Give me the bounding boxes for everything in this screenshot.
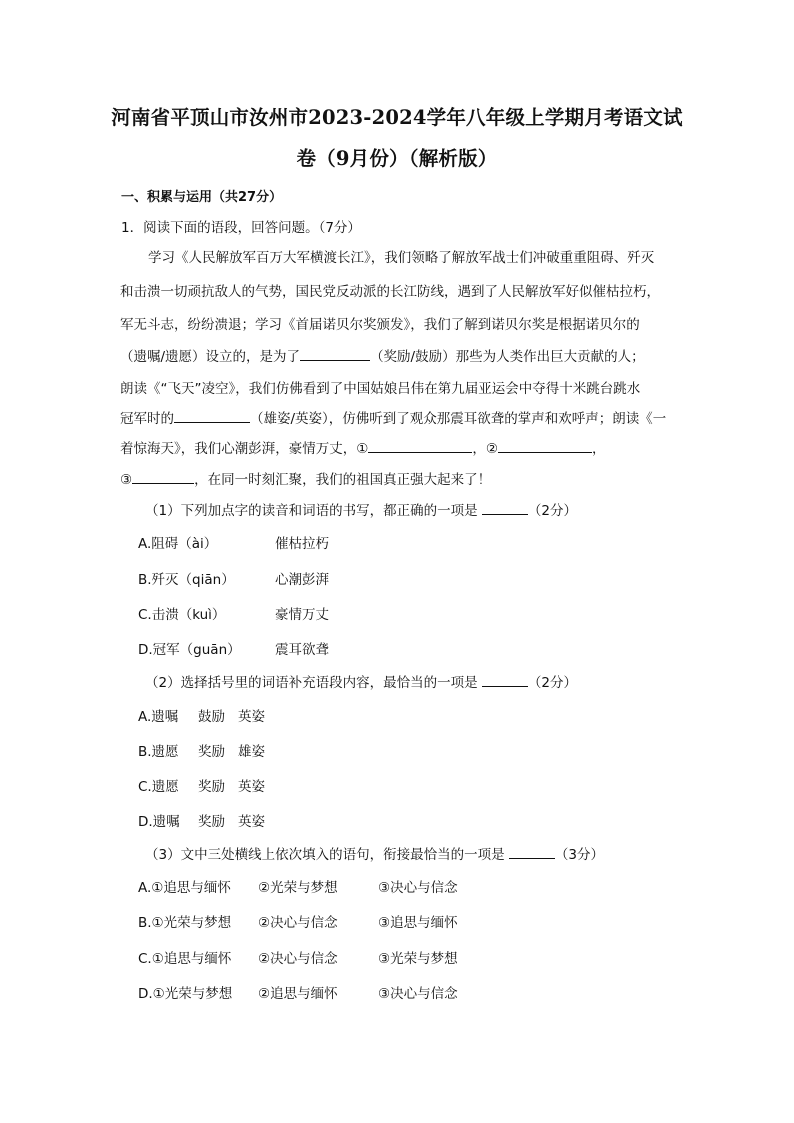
option-d[interactable]: D.遗嘱 奖励 英姿 <box>138 814 265 830</box>
sub-question-3: （3）文中三处横线上依次填入的语句，衔接最恰当的一项是 （3分） <box>145 847 604 863</box>
passage-line: 着惊海天》，我们心潮彭湃，豪情万丈，① ，② ， <box>120 441 606 457</box>
passage-line: （遗嘱/遗愿）设立的，是为了 （奖励/鼓励）那些为人类作出巨大贡献的人； <box>120 349 645 365</box>
answer-blank[interactable] <box>368 440 472 453</box>
option-a[interactable]: A.遗嘱 鼓励 英姿 <box>138 709 265 725</box>
question-1-stem: 1．阅读下面的语段，回答问题。（7分） <box>121 220 361 236</box>
answer-blank[interactable] <box>509 846 555 859</box>
answer-blank[interactable] <box>300 348 370 361</box>
option-d[interactable]: D.①光荣与梦想 ②追思与缅怀 ③决心与信念 <box>138 986 458 1002</box>
answer-blank[interactable] <box>482 502 528 515</box>
option-c[interactable]: C.①追思与缅怀 ②决心与信念 ③光荣与梦想 <box>138 951 458 967</box>
passage-line: 冠军时的 （雄姿/英姿），仿佛听到了观众那震耳欲聋的掌声和欢呼声；朗读《一 <box>120 411 667 427</box>
passage-line: 朗读《“飞天”凌空》，我们仿佛看到了中国姑娘吕伟在第九届亚运会中夺得十米跳台跳水 <box>120 381 641 397</box>
option-d[interactable]: D.冠军（guān） 震耳欲聋 <box>138 642 329 658</box>
passage-line: 学习《人民解放军百万大军横渡长江》，我们领略了解放军战士们冲破重重阻碍、歼灭 <box>148 250 655 266</box>
option-b[interactable]: B.歼灭（qiān） 心潮彭湃 <box>138 572 329 588</box>
option-a[interactable]: A.①追思与缅怀 ②光荣与梦想 ③决心与信念 <box>138 880 458 896</box>
answer-blank[interactable] <box>482 674 528 687</box>
passage-line: ③ ，在同一时刻汇聚，我们的祖国真正强大起来了！ <box>120 472 492 488</box>
exam-title-line2: 卷（9月份）（解析版） <box>296 147 498 170</box>
option-c[interactable]: C.击溃（kuì） 豪情万丈 <box>138 607 329 623</box>
passage-line: 军无斗志，纷纷溃退；学习《首届诺贝尔奖颁发》，我们了解到诺贝尔奖是根据诺贝尔的 <box>120 317 640 333</box>
option-c[interactable]: C.遗愿 奖励 英姿 <box>138 779 265 795</box>
answer-blank[interactable] <box>174 410 250 423</box>
option-b[interactable]: B.①光荣与梦想 ②决心与信念 ③追思与缅怀 <box>138 915 458 931</box>
sub-question-2: （2）选择括号里的词语补充语段内容，最恰当的一项是 （2分） <box>145 675 577 691</box>
answer-blank[interactable] <box>498 440 592 453</box>
sub-question-1: （1）下列加点字的读音和词语的书写，都正确的一项是 （2分） <box>145 503 577 519</box>
exam-title-line1: 河南省平顶山市汝州市2023-2024学年八年级上学期月考语文试 <box>111 106 683 129</box>
passage-line: 和击溃一切顽抗敌人的气势，国民党反动派的长江防线，遇到了人民解放军好似催枯拉朽， <box>120 284 660 300</box>
answer-blank[interactable] <box>132 471 194 484</box>
option-b[interactable]: B.遗愿 奖励 雄姿 <box>138 744 265 760</box>
option-a[interactable]: A.阻碍（ài） 催枯拉朽 <box>138 536 329 552</box>
section-heading: 一、积累与运用（共27分） <box>121 190 283 205</box>
